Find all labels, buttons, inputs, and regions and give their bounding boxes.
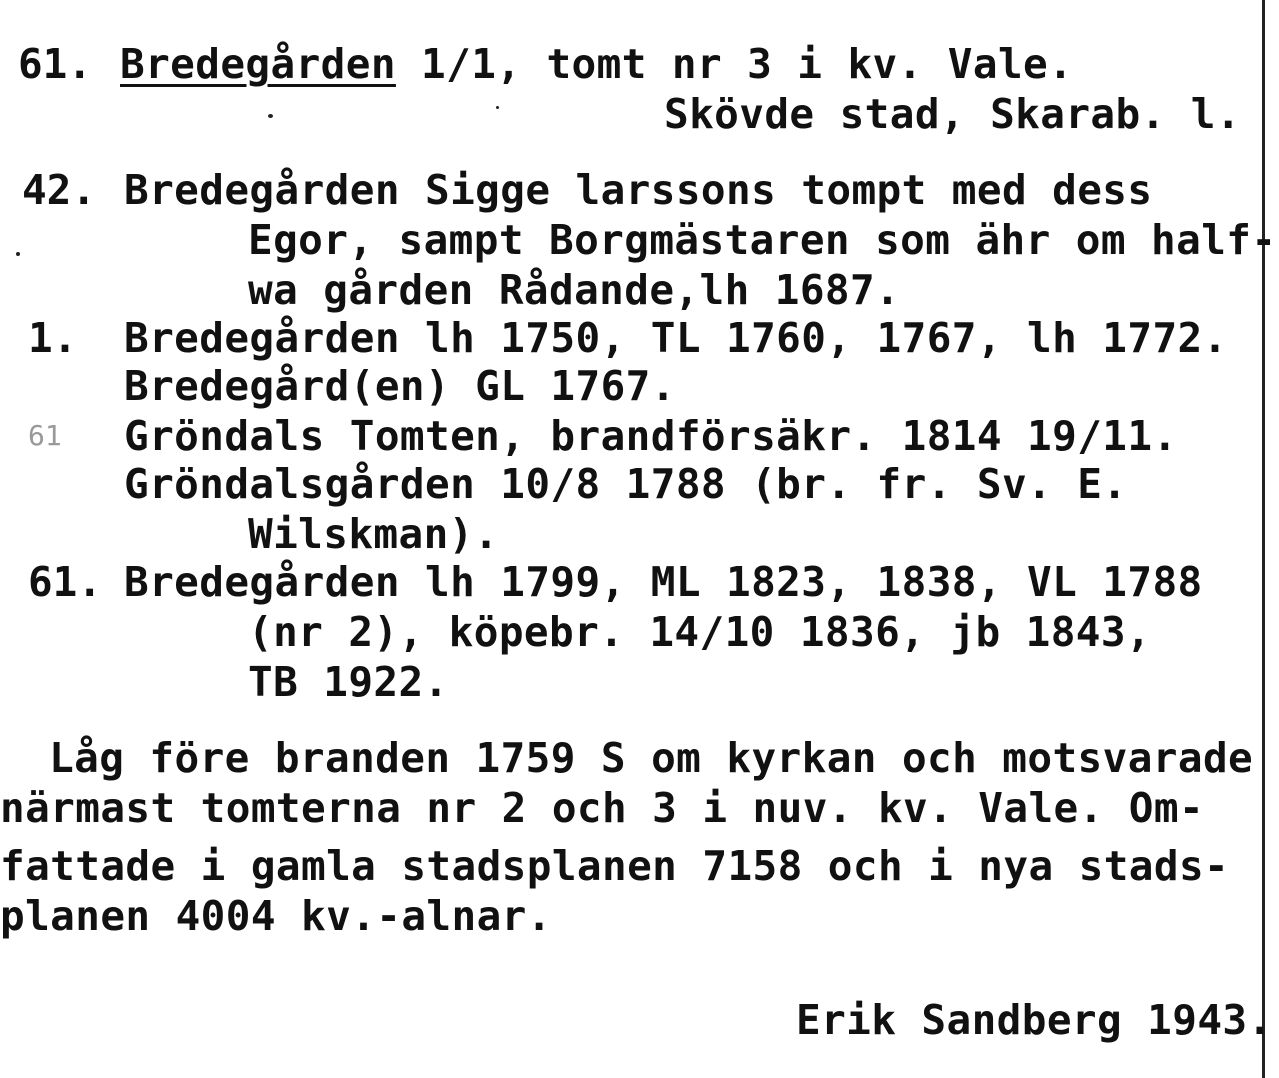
- ink-speck: [496, 106, 499, 109]
- entry-line: Wilskman).: [248, 510, 499, 558]
- description-line: närmast tomterna nr 2 och 3 i nuv. kv. Vale. Om-: [0, 784, 1205, 832]
- entry-line: Egor, sampt Borgmästaren som ähr om half-: [248, 216, 1277, 264]
- entry-line: Gröndals Tomten, brandförsäkr. 1814 19/11.: [124, 412, 1178, 460]
- heading-line: [120, 40, 1073, 88]
- entry-number: 42.: [22, 166, 97, 214]
- heading-number: 61.: [18, 40, 93, 88]
- entry-number: 1.: [28, 314, 78, 362]
- heading-property-name: Bredegården: [120, 40, 396, 88]
- signature: Erik Sandberg 1943.: [796, 996, 1273, 1044]
- ink-speck: [16, 252, 20, 256]
- entry-line: Bredegård(en) GL 1767.: [124, 362, 676, 410]
- entry-line: Bredegården lh 1750, TL 1760, 1767, lh 1772.: [124, 314, 1228, 362]
- ink-speck: [268, 114, 273, 118]
- description-line: planen 4004 kv.-alnar.: [0, 892, 552, 940]
- entry-number-faint: 61: [28, 419, 62, 452]
- entry-number: 61.: [28, 558, 103, 606]
- entry-line: Bredegården lh 1799, ML 1823, 1838, VL 1788: [124, 558, 1203, 606]
- entry-line: TB 1922.: [248, 658, 449, 706]
- entry-line: Gröndalsgården 10/8 1788 (br. fr. Sv. E.: [124, 460, 1128, 508]
- description-line: fattade i gamla stadsplanen 7158 och i nya stads-: [0, 842, 1230, 890]
- heading-location: Skövde stad, Skarab. l.: [664, 90, 1241, 138]
- entry-line: wa gården Rådande,lh 1687.: [248, 266, 901, 314]
- description-line: Låg före branden 1759 S om kyrkan och motsvarade: [24, 734, 1254, 782]
- heading-property-detail: 1/1, tomt nr 3 i kv. Vale.: [395, 40, 1074, 88]
- entry-line: (nr 2), köpebr. 14/10 1836, jb 1843,: [248, 608, 1152, 656]
- card-edge-line: [1262, 0, 1265, 1078]
- entry-line: Bredegården Sigge larssons tompt med dess: [124, 166, 1153, 214]
